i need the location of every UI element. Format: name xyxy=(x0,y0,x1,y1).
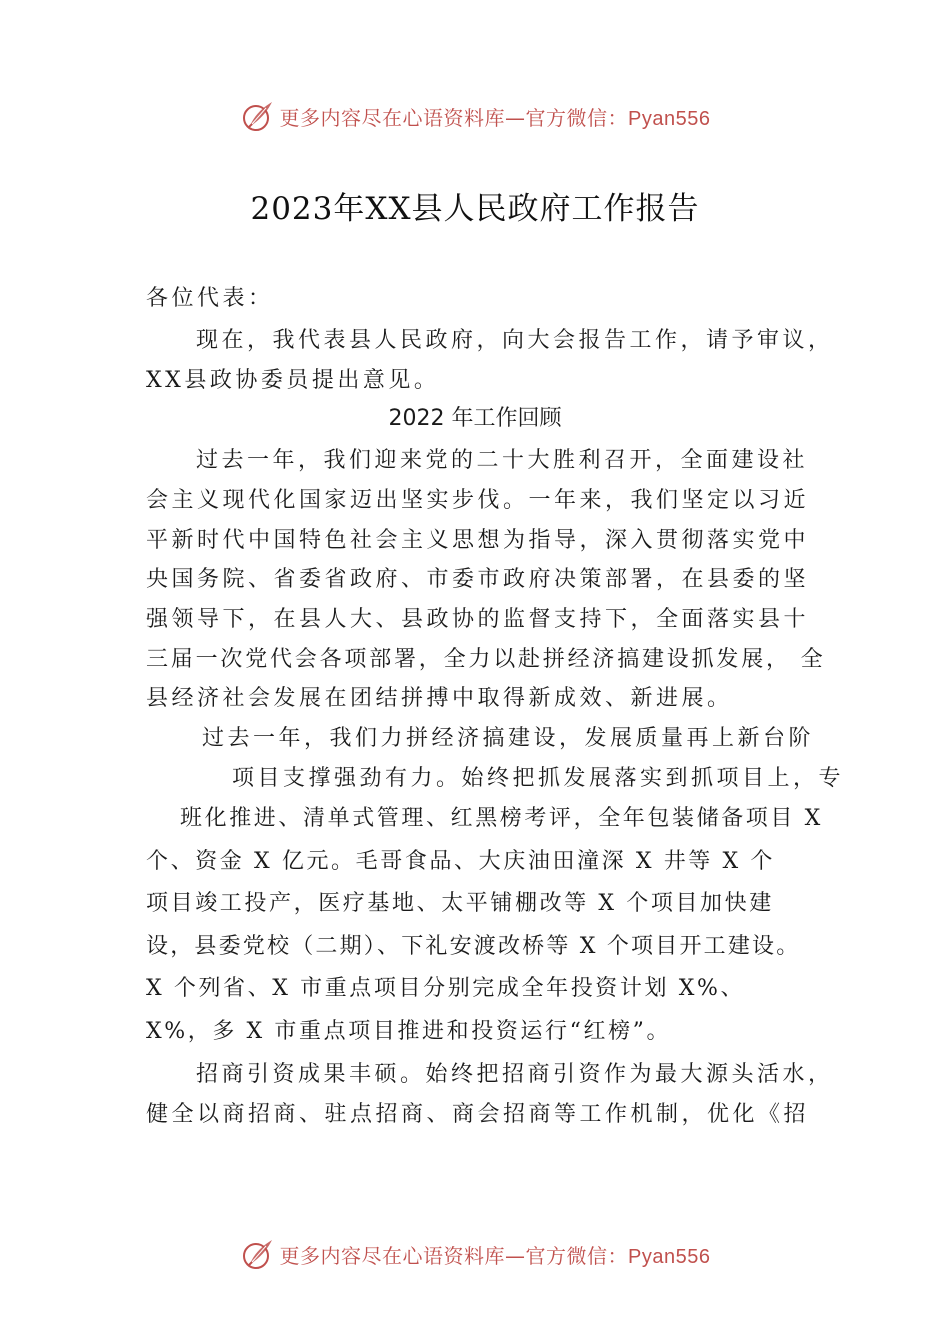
body-line: 过去一年，我们力拼经济搞建设，发展质量再上新台阶 xyxy=(202,726,815,751)
body-line: 健全以商招商、驻点招商、商会招商等工作机制，优化《招 xyxy=(146,1102,810,1127)
salutation: 各位代表： xyxy=(146,286,274,311)
watermark-wechat-id: Pyan556 xyxy=(628,1245,711,1268)
watermark-header xyxy=(0,96,950,136)
body-line: 招商引资成果丰硕。始终把招商引资作为最大源头活水， xyxy=(196,1062,834,1087)
body-line: 个、资金 X 亿元。毛哥食品、大庆油田潼深 X 井等 X 个 xyxy=(146,849,775,874)
watermark-text: 更多内容尽在心语资料库—官方微信：Pyan556 xyxy=(279,1243,711,1268)
body-line: 过去一年，我们迎来党的二十大胜利召开，全面建设社 xyxy=(196,448,809,473)
feather-pen-logo-icon xyxy=(240,1236,276,1272)
watermark-text: 更多内容尽在心语资料库—官方微信：Pyan556 xyxy=(279,105,711,130)
body-line: X 个列省、X 市重点项目分别完成全年投资计划 X%、 xyxy=(146,976,746,1001)
body-line: 三届一次党代会各项部署，全力以赴拼经济搞建设抓发展， 全 xyxy=(146,647,826,672)
section-heading: 2022 年工作回顾 xyxy=(388,406,562,431)
watermark-footer xyxy=(0,1234,950,1274)
body-line: 项目竣工投产，医疗基地、太平铺棚改等 X 个项目加快建 xyxy=(146,891,774,916)
body-line: 县经济社会发展在团结拼搏中取得新成效、新进展。 xyxy=(146,686,733,711)
body-line: 项目支撑强劲有力。始终把抓发展落实到抓项目上，专 xyxy=(232,766,845,791)
body-line: 设，县委党校（二期）、下礼安渡改桥等 X 个项目开工建设。 xyxy=(146,934,801,959)
body-line: 强领导下，在县人大、县政协的监督支持下，全面落实县十 xyxy=(146,607,810,632)
body-line: 班化推进、清单式管理、红黑榜考评，全年包装储备项目 X xyxy=(180,806,823,831)
body-line: 平新时代中国特色社会主义思想为指导，深入贯彻落实党中 xyxy=(146,528,810,553)
feather-pen-logo-icon xyxy=(240,98,276,134)
watermark-wechat-id: Pyan556 xyxy=(628,107,711,130)
body-line: 央国务院、省委省政府、市委市政府决策部署，在县委的坚 xyxy=(146,567,810,592)
intro-line: 现在，我代表县人民政府，向大会报告工作，请予审议， xyxy=(196,328,834,353)
body-line: 会主义现代化国家迈出坚实步伐。一年来，我们坚定以习近 xyxy=(146,488,810,513)
body-line: X%，多 X 市重点项目推进和投资运行“红榜”。 xyxy=(146,1019,672,1044)
document-title: 2023年XX县人民政府工作报告 xyxy=(250,191,700,227)
intro-line: XX县政协委员提出意见。 xyxy=(146,368,440,393)
